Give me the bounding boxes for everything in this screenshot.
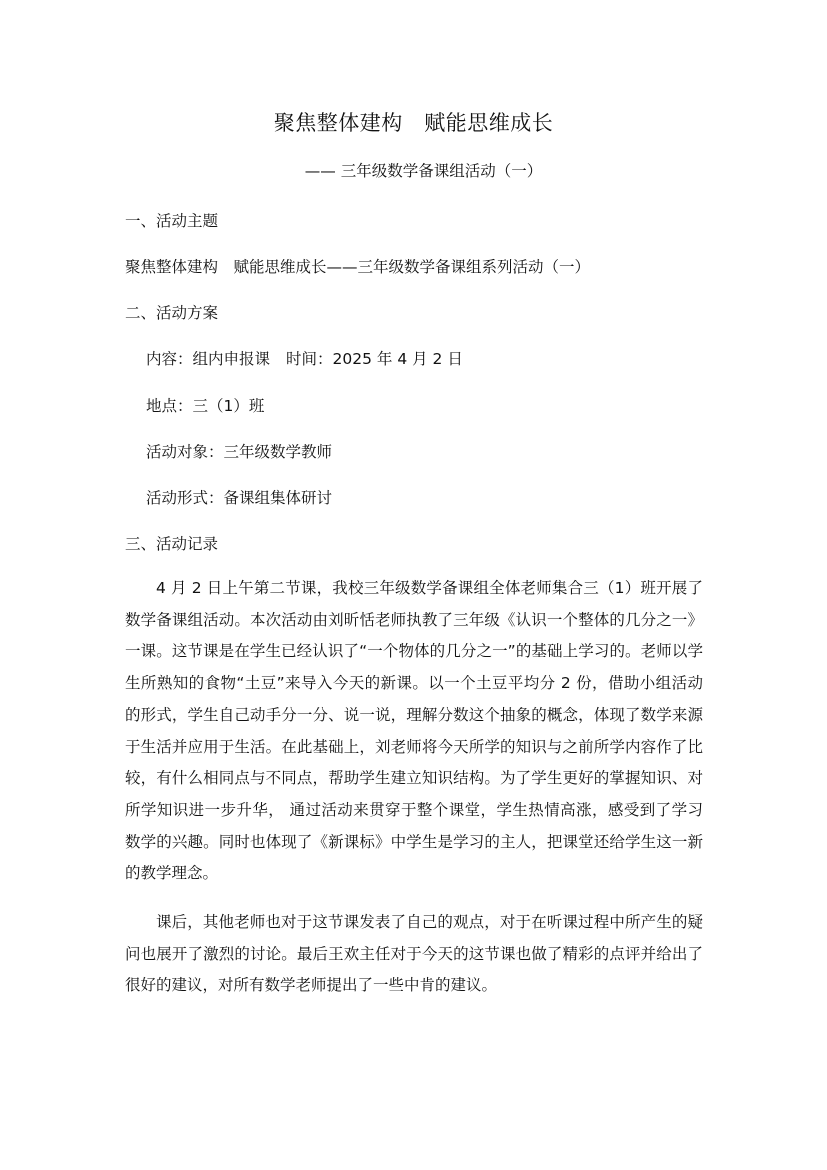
plan-audience: 活动对象：三年级数学教师 (146, 443, 333, 461)
section-heading-theme: 一、活动主题 (125, 212, 219, 230)
plan-location: 地点：三（1）班 (146, 397, 265, 415)
document-subtitle: —— 三年级数学备课组活动（一） (304, 162, 543, 180)
section-heading-record: 三、活动记录 (125, 535, 219, 553)
record-paragraph-1: 4 月 2 日上午第二节课，我校三年级数学备课组全体老师集合三（1）班开展了数学备课组活动。本次活动由刘昕恬老师执教了三年级《认识一个整体的几分之一》一课。这节课是在学生已经认识了“一个物体的几分之一”的基础上学习的。老师以学生所熟知的食物“土豆”来导入今天的新课。以一个土豆平均分 2 份，借助小组活动的形式，学生自己动手分一分、说一说，理解分数这个抽象的概念，体现了数学来源于生活并应用于生活。在此基础上，刘老师将今天所学的知识与之前所学内容作了比较，有什么相同点与不同点，帮助学生建立知识结构。为了学生更好的掌握知识、对所学知识进一步升华， 通过活动来贯穿于整个课堂，学生热情高涨，感受到了学习数学的兴趣。同时也体现了《新课标》中学生是学习的主人，把课堂还给学生这一新的教学理念。 (125, 579, 703, 883)
plan-form: 活动形式：备课组集体研讨 (146, 489, 333, 507)
plan-content: 内容：组内申报课 (146, 350, 271, 368)
plan-time: 时间：2025 年 4 月 2 日 (286, 350, 463, 368)
plan-content-time-row (146, 346, 463, 372)
activity-theme-text: 聚焦整体建构 赋能思维成长——三年级数学备课组系列活动（一） (125, 258, 591, 276)
section-heading-plan: 二、活动方案 (125, 304, 219, 322)
record-paragraph-2: 课后，其他老师也对于这节课发表了自己的观点，对于在听课过程中所产生的疑问也展开了激烈的讨论。最后王欢主任对于今天的这节课也做了精彩的点评并给出了很好的建议，对所有数学老师提出了一些中肯的建议。 (125, 913, 703, 995)
document-title: 聚焦整体建构 赋能思维成长 (273, 111, 554, 135)
